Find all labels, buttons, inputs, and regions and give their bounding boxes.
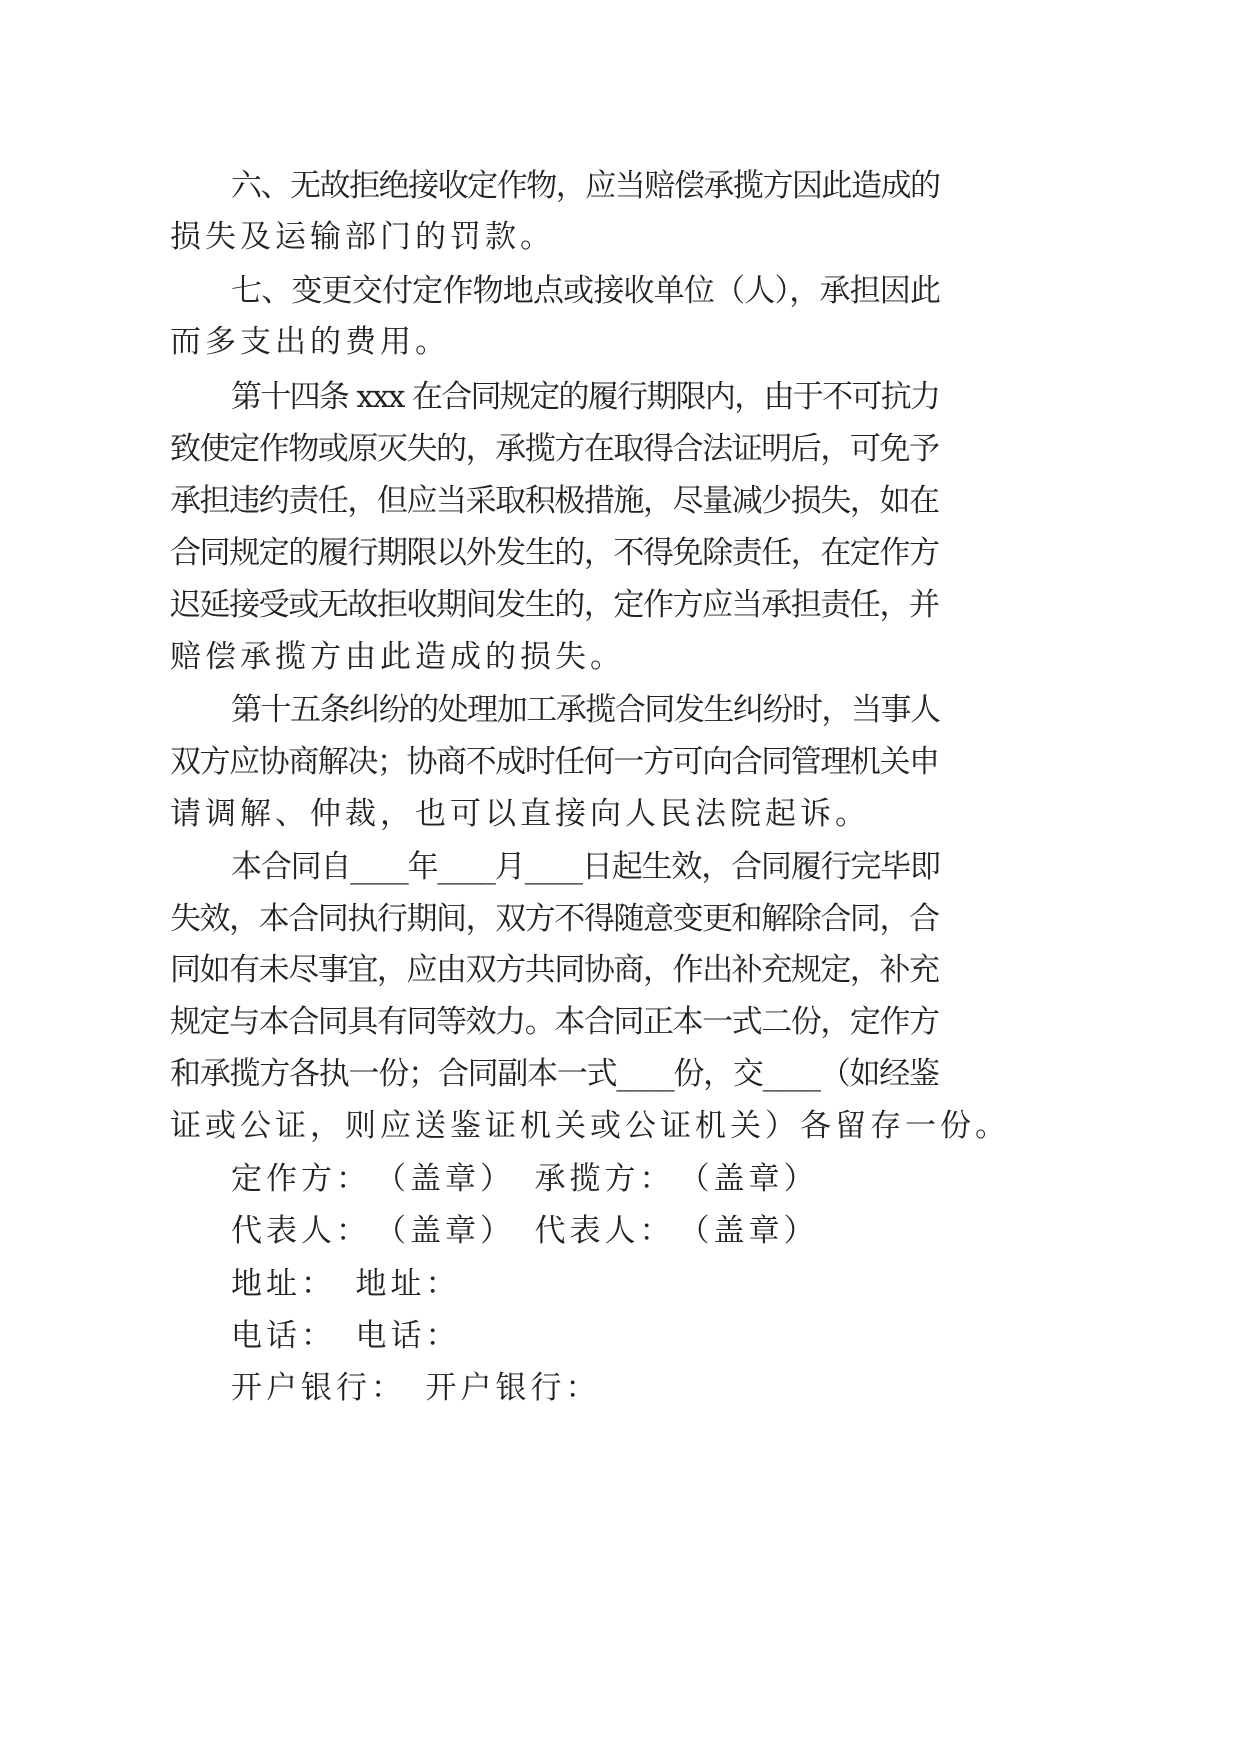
signature-line: 地址： 地址：: [231, 1266, 461, 1302]
text-line: 第十五条纠纷的处理加工承揽合同发生纠纷时，当事人: [231, 692, 940, 728]
text-line: 迟延接受或无故拒收期间发生的，定作方应当承担责任，并: [170, 587, 939, 623]
text-line: 请调解、仲裁，也可以直接向人民法院起诉。: [170, 796, 870, 832]
text-line: 本合同自____年____月____日起生效，合同履行完毕即: [231, 849, 940, 885]
signature-line: 代表人： （盖章） 代表人： （盖章）: [231, 1213, 819, 1249]
text-line: 六、无故拒绝接收定作物，应当赔偿承揽方因此造成的: [231, 168, 940, 204]
text-line: 赔偿承揽方由此造成的损失。: [170, 639, 625, 675]
text-line: 失效，本合同执行期间，双方不得随意变更和解除合同，合: [170, 901, 939, 937]
text-line: 规定与本合同具有同等效力。本合同正本一式二份，定作方: [170, 1004, 939, 1040]
text-line: 合同规定的履行期限以外发生的，不得免除责任，在定作方: [170, 535, 939, 571]
text-line: 致使定作物或原灭失的，承揽方在取得合法证明后，可免予: [170, 431, 939, 467]
text-line: 七、变更交付定作物地点或接收单位（人），承担因此: [231, 273, 941, 309]
text-line: 损失及运输部门的罚款。: [170, 219, 555, 255]
signature-line: 定作方： （盖章） 承揽方： （盖章）: [231, 1161, 819, 1197]
text-line: 承担违约责任，但应当采取积极措施，尽量减少损失，如在: [170, 483, 939, 519]
text-line: 证或公证，则应送鉴证机关或公证机关）各留存一份。: [170, 1108, 1010, 1144]
signature-line: 开户银行： 开户银行：: [231, 1370, 601, 1406]
signature-line: 电话： 电话：: [231, 1318, 461, 1354]
text-line: 和承揽方各执一份；合同副本一式____份，交____（如经鉴: [170, 1056, 939, 1092]
text-line: 而多支出的费用。: [170, 324, 450, 360]
text-line: 同如有未尽事宜，应由双方共同协商，作出补充规定，补充: [170, 952, 939, 988]
text-line: 双方应协商解决；协商不成时任何一方可向合同管理机关申: [170, 744, 939, 780]
text-line: 第十四条 xxx 在合同规定的履行期限内，由于不可抗力: [231, 379, 940, 415]
